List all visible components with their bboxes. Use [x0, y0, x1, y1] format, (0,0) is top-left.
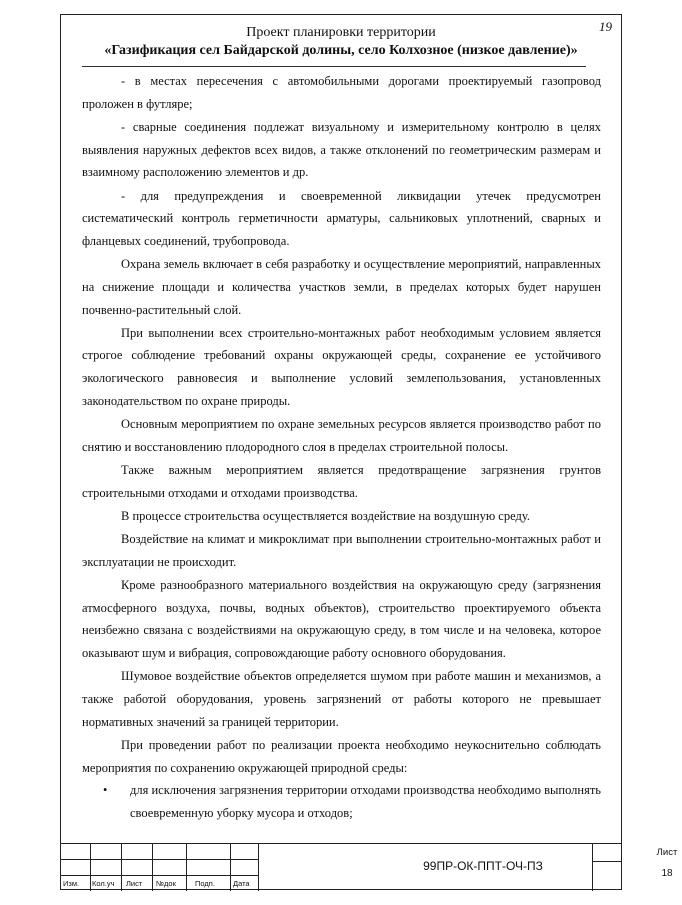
page-number: 19 [599, 19, 612, 34]
stamp-label-kolych: Кол.уч [92, 879, 115, 888]
stamp-label-podp: Подп. [195, 879, 215, 888]
stamp-label-list: Лист [126, 879, 143, 888]
paragraph: Кроме разнообразного материального воздействия на окружающую среду (загрязнения атмосферного воздуха, почвы, водных объектов), строительство проектируемого объекта неизбежно связана с воздействиями на окружающую среду, в том числе и на человека, которое оказывают шум и вибрация, сопровождающие работу основного оборудования. [82, 577, 601, 661]
stamp-grid-line [258, 844, 259, 891]
bullet-marker: • [103, 783, 108, 798]
paragraph: Шумовое воздействие объектов определяется шумом при работе машин и механизмов, а также работой оборудования, уровень загрязнений от работы которого не превышает нормативных значений за границей территории. [82, 669, 601, 729]
stamp-grid-line [186, 844, 187, 891]
document-code: 99ПР-ОК-ППТ-ОЧ-ПЗ [423, 859, 543, 873]
sheet-label: Лист [656, 847, 678, 858]
stamp-label-data: Дата [233, 879, 250, 888]
stamp-grid-line [152, 844, 153, 891]
stamp-grid-line [121, 844, 122, 891]
sheet-number: 18 [661, 868, 673, 879]
header-divider [82, 66, 586, 67]
stamp-grid-line [60, 875, 258, 876]
document-header [60, 24, 622, 60]
bullet-text: для исключения загрязнения территории отходами производства необходимо выполнять своевременную уборку мусора и отходов; [130, 783, 601, 820]
document-body [82, 70, 601, 825]
stamp-grid-line [90, 844, 91, 891]
paragraph: - сварные соединения подлежат визуальному и измерительному контролю в целях выявления наружных дефектов всех видов, а также отклонений по геометрическим размерам и взаимному расположению элементов и др. [82, 119, 601, 180]
stamp-grid-line [60, 859, 258, 860]
paragraph: При выполнении всех строительно-монтажных работ необходимым условием является строгое соблюдение требований охраны окружающей среды, сохранение ее устойчивого экологического равновесия и выполнение условий землепользования, установленных законодательством по охране природы. [82, 325, 601, 408]
paragraph: Также важным мероприятием является предотвращение загрязнения грунтов строительными отходами и отходами производства. [82, 462, 601, 500]
paragraph: Основным мероприятием по охране земельных ресурсов является производство работ по снятию и восстановлению плодородного слоя в пределах строительной полосы. [82, 417, 601, 454]
title-block-stamp [60, 843, 678, 891]
stamp-grid-line [230, 844, 231, 891]
paragraph: Охрана земель включает в себя разработку и осуществление мероприятий, направленных на снижение площади и количества участков земли, в пределах которых будет нарушен почвенно-растительный слой. [82, 257, 601, 317]
stamp-label-ndok: №док [156, 879, 176, 888]
header-subtitle: «Газификация сел Байдарской долины, село Колхозное (низкое давление)» [104, 43, 578, 58]
paragraph: В процессе строительства осуществляется воздействие на воздушную среду. [121, 508, 530, 523]
header-title: Проект планировки территории [246, 25, 436, 40]
stamp-label-izm: Изм. [63, 879, 80, 888]
paragraph: - в местах пересечения с автомобильными дорогами проектируемый газопровод проложен в футляре; [82, 74, 601, 111]
paragraph: Воздействие на климат и микроклимат при выполнении строительно-монтажных работ и эксплуатации не происходит. [82, 532, 601, 569]
paragraph: При проведении работ по реализации проекта необходимо неукоснительно соблюдать мероприятия по сохранению окружающей природной среды: [82, 737, 601, 775]
paragraph: - для предупреждения и своевременной ликвидации утечек предусмотрен систематический контроль герметичности арматуры, сальниковых уплотнений, сварных и фланцевых соединений, трубопровода. [82, 188, 601, 248]
bullet-list-item [82, 779, 601, 824]
